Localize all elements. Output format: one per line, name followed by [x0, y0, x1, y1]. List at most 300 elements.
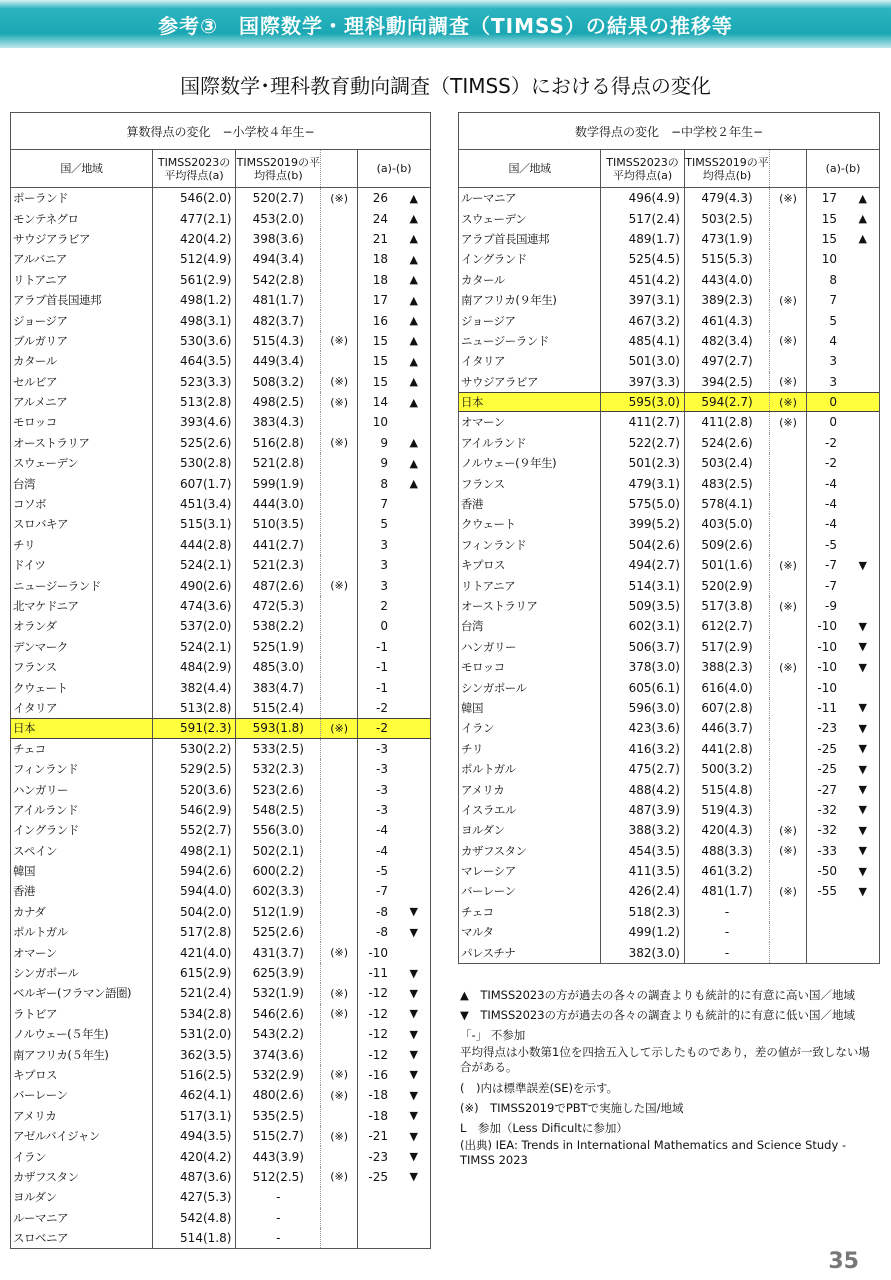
cell-name: オーストラリア — [459, 596, 601, 616]
cell-diff: -16 — [368, 1067, 388, 1082]
cell-a: 484(2.9) — [153, 657, 237, 677]
table-row — [11, 290, 430, 310]
table-row — [459, 718, 879, 738]
cell-diff: 3 — [829, 354, 837, 369]
cell-name: ルーマニア — [459, 188, 601, 208]
cell-diff: 9 — [380, 435, 388, 450]
cell-diff: 10 — [372, 415, 388, 430]
elementary-math-table — [10, 112, 431, 1249]
cell-a: 467(3.2) — [601, 310, 685, 330]
cell-name: チェコ — [459, 902, 601, 922]
cell-mark — [770, 677, 807, 697]
cell-b: 525(1.9) — [236, 637, 321, 657]
table-row — [11, 494, 430, 514]
cell-diff: -2 — [376, 700, 388, 715]
cell-a: 594(2.6) — [153, 861, 237, 881]
cell-mark: (※) — [321, 392, 358, 412]
table-header — [459, 150, 879, 188]
cell-diff: -8 — [376, 925, 388, 940]
up-triangle-icon: ▲ — [409, 456, 418, 470]
cell-a: 515(3.1) — [153, 514, 237, 534]
cell-b: 520(2.9) — [685, 575, 770, 595]
cell-name: キプロス — [11, 1065, 153, 1085]
cell-mark: (※) — [321, 188, 358, 208]
table-row — [459, 616, 879, 636]
cell-diff: 24 — [372, 211, 388, 226]
cell-diff: 2 — [380, 599, 388, 613]
cell-name: 香港 — [459, 494, 601, 514]
down-triangle-icon: ▼ — [858, 823, 867, 837]
cell-b: 500(3.2) — [685, 759, 770, 779]
cell-mark — [770, 637, 807, 657]
cell-a: 602(3.1) — [601, 616, 685, 636]
down-triangle-icon: ▼ — [409, 1027, 418, 1041]
cell-name: ポルトガル — [11, 922, 153, 942]
cell-b: 515(5.3) — [685, 249, 770, 269]
cell-diff: -25 — [817, 762, 837, 777]
table-row — [11, 1004, 430, 1024]
cell-name: オーストラリア — [11, 433, 153, 453]
cell-diff — [807, 922, 879, 942]
cell-mark — [770, 739, 807, 759]
header-2023: TIMSS2023の平均得点(a) — [153, 150, 237, 187]
cell-diff: -1 — [376, 639, 388, 654]
table-row — [459, 249, 879, 269]
cell-a: 615(2.9) — [153, 963, 237, 983]
cell-mark — [321, 555, 358, 575]
cell-mark — [770, 800, 807, 820]
cell-b: 485(3.0) — [236, 657, 321, 677]
cell-b: 512(1.9) — [236, 902, 321, 922]
down-triangle-icon: ▼ — [858, 783, 867, 797]
cell-a: 506(3.7) — [601, 637, 685, 657]
cell-mark — [321, 1146, 358, 1166]
cell-diff: 3 — [380, 558, 388, 573]
cell-mark: (※) — [770, 412, 807, 432]
cell-diff: 7 — [829, 293, 837, 308]
table-row — [11, 718, 430, 738]
cell-a: 496(4.9) — [601, 188, 685, 208]
up-triangle-icon: ▲ — [858, 232, 867, 246]
cell-b: 593(1.8) — [236, 719, 321, 737]
down-triangle-icon: ▼ — [858, 864, 867, 878]
down-triangle-icon: ▼ — [409, 1048, 418, 1062]
cell-a: 607(1.7) — [153, 473, 237, 493]
table-row — [459, 188, 879, 208]
cell-name: カナダ — [11, 902, 153, 922]
cell-mark — [770, 616, 807, 636]
cell-mark — [770, 942, 807, 962]
table-row — [11, 392, 430, 412]
cell-mark — [770, 861, 807, 881]
cell-mark — [770, 902, 807, 922]
table-row — [11, 270, 430, 290]
table-row — [11, 841, 430, 861]
cell-b: 548(2.5) — [236, 800, 321, 820]
cell-name: アイルランド — [459, 433, 601, 453]
cell-diff: 3 — [380, 578, 388, 593]
cell-a: 399(5.2) — [601, 514, 685, 534]
table-row — [11, 1146, 430, 1166]
up-triangle-icon: ▲ — [858, 191, 867, 205]
table-caption: 数学得点の変化 −中学校２年生− — [459, 113, 879, 150]
header-2019: TIMSS2019の平均得点(b) — [236, 150, 321, 187]
cell-b: 394(2.5) — [685, 372, 770, 392]
cell-b: 524(2.6) — [685, 433, 770, 453]
cell-b: 517(3.8) — [685, 596, 770, 616]
cell-b: 403(5.0) — [685, 514, 770, 534]
cell-a: 517(2.8) — [153, 922, 237, 942]
cell-name: 日本 — [11, 719, 153, 737]
cell-mark — [770, 514, 807, 534]
cell-b: 517(2.9) — [685, 637, 770, 657]
cell-name: カタール — [459, 270, 601, 290]
table-row — [11, 657, 430, 677]
table-row — [11, 351, 430, 371]
cell-name: イラン — [11, 1146, 153, 1166]
up-triangle-icon: ▲ — [409, 273, 418, 287]
cell-b: 441(2.8) — [685, 739, 770, 759]
cell-diff: -3 — [376, 762, 388, 777]
table-row — [459, 412, 879, 432]
cell-a: 378(3.0) — [601, 657, 685, 677]
cell-b: 503(2.4) — [685, 453, 770, 473]
cell-a: 427(5.3) — [153, 1187, 237, 1207]
cell-mark — [321, 902, 358, 922]
cell-b: 388(2.3) — [685, 657, 770, 677]
cell-a: 522(2.7) — [601, 433, 685, 453]
down-triangle-icon: ▼ — [409, 1170, 418, 1184]
cell-diff: 15 — [821, 211, 837, 226]
cell-a: 537(2.0) — [153, 616, 237, 636]
cell-b: 616(4.0) — [685, 677, 770, 697]
cell-b: - — [236, 1187, 321, 1207]
table-row — [459, 208, 879, 228]
cell-b: 532(2.9) — [236, 1065, 321, 1085]
cell-name: ドイツ — [11, 555, 153, 575]
cell-mark — [321, 800, 358, 820]
cell-b: 449(3.4) — [236, 351, 321, 371]
cell-name: モンテネグロ — [11, 208, 153, 228]
cell-name: 香港 — [11, 881, 153, 901]
cell-b: 520(2.7) — [236, 188, 321, 208]
cell-a: 594(4.0) — [153, 881, 237, 901]
table-row — [11, 616, 430, 636]
cell-diff: 17 — [821, 191, 837, 206]
cell-name: マレーシア — [459, 861, 601, 881]
cell-mark — [321, 1208, 358, 1228]
cell-diff: -12 — [368, 1006, 388, 1021]
cell-a: 494(3.5) — [153, 1126, 237, 1146]
cell-diff: 7 — [380, 497, 388, 512]
cell-diff: -2 — [825, 435, 837, 450]
cell-name: ヨルダン — [459, 820, 601, 840]
table-row — [11, 963, 430, 983]
cell-name: ベルギー(フラマン語圏) — [11, 983, 153, 1003]
cell-name: ブルガリア — [11, 331, 153, 351]
cell-diff: 17 — [372, 293, 388, 308]
cell-mark: (※) — [321, 331, 358, 351]
cell-name: フィンランド — [11, 759, 153, 779]
cell-a: 475(2.7) — [601, 759, 685, 779]
cell-a: 530(2.8) — [153, 453, 237, 473]
cell-diff: -32 — [817, 802, 837, 817]
cell-a: 382(3.0) — [601, 942, 685, 962]
cell-b: 612(2.7) — [685, 616, 770, 636]
table-row — [11, 942, 430, 962]
cell-a: 477(2.1) — [153, 208, 237, 228]
note-less-difficult: L 参加（Less Dificultに参加） — [460, 1121, 628, 1135]
cell-a: 479(3.1) — [601, 473, 685, 493]
cell-b: 498(2.5) — [236, 392, 321, 412]
cell-mark: (※) — [770, 657, 807, 677]
cell-b: - — [685, 942, 770, 962]
cell-name: バーレーン — [459, 881, 601, 901]
cell-b: 482(3.7) — [236, 310, 321, 330]
table-row — [11, 637, 430, 657]
cell-a: 451(3.4) — [153, 494, 237, 514]
cell-diff: 0 — [829, 415, 837, 430]
cell-b: 487(2.6) — [236, 575, 321, 595]
cell-name: ニュージーランド — [459, 331, 601, 351]
cell-name: ハンガリー — [459, 637, 601, 657]
cell-mark: (※) — [321, 1004, 358, 1024]
note-absent: 「-」 不参加 — [460, 1028, 526, 1042]
cell-mark — [321, 270, 358, 290]
cell-name: モロッコ — [11, 412, 153, 432]
cell-mark — [321, 1187, 358, 1207]
table-row — [459, 596, 879, 616]
cell-name: イスラエル — [459, 800, 601, 820]
cell-diff: -25 — [368, 1169, 388, 1184]
table-row — [459, 637, 879, 657]
table-row — [459, 290, 879, 310]
cell-a: 546(2.0) — [153, 188, 237, 208]
cell-diff: -10 — [368, 945, 388, 960]
cell-diff: -23 — [817, 721, 837, 736]
cell-mark: (※) — [321, 1065, 358, 1085]
cell-mark — [321, 861, 358, 881]
cell-a: 531(2.0) — [153, 1024, 237, 1044]
cell-b: 444(3.0) — [236, 494, 321, 514]
cell-a: 552(2.7) — [153, 820, 237, 840]
cell-mark — [321, 677, 358, 697]
note-rounding: 平均得点は小数第1位を四捨五入して示したものであり，差の値が一致しない場合がある。 — [460, 1045, 870, 1074]
cell-mark — [321, 698, 358, 718]
cell-a: 521(2.4) — [153, 983, 237, 1003]
cell-diff: -18 — [368, 1108, 388, 1123]
cell-b: 473(1.9) — [685, 229, 770, 249]
table-row — [11, 514, 430, 534]
cell-a: 487(3.6) — [153, 1167, 237, 1187]
table-row — [11, 1208, 430, 1228]
cell-mark: (※) — [770, 555, 807, 575]
header-mark — [321, 150, 358, 187]
cell-diff: 8 — [380, 476, 388, 491]
cell-name: ラトビア — [11, 1004, 153, 1024]
down-triangle-icon: ▼ — [409, 1088, 418, 1102]
table-row — [11, 922, 430, 942]
cell-b: 556(3.0) — [236, 820, 321, 840]
cell-b: 383(4.3) — [236, 412, 321, 432]
cell-a: 523(3.3) — [153, 372, 237, 392]
cell-b: 389(2.3) — [685, 290, 770, 310]
table-row — [11, 575, 430, 595]
table-row — [11, 535, 430, 555]
cell-mark — [321, 473, 358, 493]
cell-a: 462(4.1) — [153, 1085, 237, 1105]
cell-mark: (※) — [770, 331, 807, 351]
cell-name: 日本 — [459, 393, 601, 411]
cell-a: 420(4.2) — [153, 1146, 237, 1166]
cell-mark — [770, 494, 807, 514]
cell-mark — [321, 208, 358, 228]
cell-mark — [770, 310, 807, 330]
down-triangle-icon: ▼ — [409, 1129, 418, 1143]
header-diff: (a)-(b) — [825, 162, 861, 175]
cell-diff: -32 — [817, 823, 837, 838]
table-row — [11, 1106, 430, 1126]
cell-name: スロベニア — [11, 1228, 153, 1248]
cell-name: アルメニア — [11, 392, 153, 412]
cell-b: 510(3.5) — [236, 514, 321, 534]
cell-diff: -55 — [817, 884, 837, 899]
cell-name: スウェーデン — [11, 453, 153, 473]
table-row — [459, 453, 879, 473]
cell-diff: 16 — [372, 313, 388, 328]
cell-name: ポルトガル — [459, 759, 601, 779]
cell-name: イングランド — [459, 249, 601, 269]
cell-a: 524(2.1) — [153, 637, 237, 657]
cell-b: 494(3.4) — [236, 249, 321, 269]
cell-b: 481(1.7) — [236, 290, 321, 310]
cell-b: 502(2.1) — [236, 841, 321, 861]
legend-notes — [460, 985, 880, 1168]
cell-b: 512(2.5) — [236, 1167, 321, 1187]
cell-diff: -5 — [376, 864, 388, 879]
cell-diff: 3 — [380, 537, 388, 552]
cell-mark — [321, 820, 358, 840]
table-row — [459, 473, 879, 493]
cell-name: チェコ — [11, 739, 153, 759]
table-row — [459, 861, 879, 881]
cell-b: 420(4.3) — [685, 820, 770, 840]
cell-name: 台湾 — [11, 473, 153, 493]
note-se: ( )内は標準誤差(SE)を示す。 — [460, 1081, 619, 1095]
header-country: 国／地域 — [459, 150, 601, 187]
cell-mark — [770, 473, 807, 493]
cell-b: 479(4.3) — [685, 188, 770, 208]
up-triangle-icon: ▲ — [409, 232, 418, 246]
cell-b: 543(2.2) — [236, 1024, 321, 1044]
cell-mark — [321, 739, 358, 759]
cell-diff — [807, 942, 879, 962]
table-row — [11, 372, 430, 392]
cell-mark — [321, 494, 358, 514]
cell-a: 498(3.1) — [153, 310, 237, 330]
cell-a: 411(2.7) — [601, 412, 685, 432]
table-row — [11, 902, 430, 922]
table-row — [459, 331, 879, 351]
cell-diff: 9 — [380, 456, 388, 471]
table-caption: 算数得点の変化 −小学校４年生− — [11, 113, 430, 150]
cell-mark — [770, 453, 807, 473]
table-row — [459, 514, 879, 534]
cell-diff: 0 — [380, 619, 388, 634]
cell-b: 481(1.7) — [685, 881, 770, 901]
cell-mark — [321, 616, 358, 636]
table-row — [11, 208, 430, 228]
table-row — [11, 433, 430, 453]
cell-mark — [770, 759, 807, 779]
cell-mark: (※) — [321, 433, 358, 453]
cell-a: 421(4.0) — [153, 942, 237, 962]
cell-b: 398(3.6) — [236, 229, 321, 249]
cell-b: 446(3.7) — [685, 718, 770, 738]
cell-a: 514(3.1) — [601, 575, 685, 595]
header-country: 国／地域 — [11, 150, 153, 187]
cell-diff: -7 — [376, 884, 388, 899]
table-body — [459, 188, 879, 963]
cell-diff: -4 — [825, 497, 837, 512]
down-triangle-icon: ▼ — [858, 721, 867, 735]
cell-a: 525(2.6) — [153, 433, 237, 453]
up-triangle-icon: ▲ — [409, 375, 418, 389]
cell-b: 431(3.7) — [236, 942, 321, 962]
cell-b: 509(2.6) — [685, 535, 770, 555]
cell-mark — [321, 881, 358, 901]
cell-a: 517(3.1) — [153, 1106, 237, 1126]
cell-name: クウェート — [459, 514, 601, 534]
table-row — [11, 759, 430, 779]
cell-diff: -4 — [825, 517, 837, 532]
cell-diff: -33 — [817, 843, 837, 858]
up-triangle-icon: ▲ — [409, 436, 418, 450]
cell-name: スペイン — [11, 841, 153, 861]
down-triangle-icon: ▼ — [858, 558, 867, 572]
table-row — [11, 1167, 430, 1187]
cell-mark: (※) — [321, 942, 358, 962]
cell-name: シンガポール — [11, 963, 153, 983]
cell-b: 625(3.9) — [236, 963, 321, 983]
table-row — [459, 494, 879, 514]
cell-mark: (※) — [321, 372, 358, 392]
down-triangle-icon: ▼ — [409, 925, 418, 939]
up-triangle-icon: ▲ — [409, 293, 418, 307]
down-triangle-icon: ▼ — [858, 619, 867, 633]
cell-name: ノルウェー(９年生) — [459, 453, 601, 473]
cell-b: 497(2.7) — [685, 351, 770, 371]
cell-mark — [321, 637, 358, 657]
table-row — [11, 698, 430, 718]
cell-mark — [321, 351, 358, 371]
up-triangle-icon: ▲ — [409, 395, 418, 409]
cell-a: 498(2.1) — [153, 841, 237, 861]
cell-mark: (※) — [770, 596, 807, 616]
cell-mark — [770, 351, 807, 371]
table-row — [459, 310, 879, 330]
cell-b: 472(5.3) — [236, 596, 321, 616]
cell-name: アゼルバイジャン — [11, 1126, 153, 1146]
cell-mark — [321, 535, 358, 555]
cell-diff: -4 — [376, 843, 388, 858]
cell-diff: 21 — [372, 231, 388, 246]
cell-name: パレスチナ — [459, 942, 601, 962]
up-triangle-icon: ▲ — [409, 252, 418, 266]
table-row — [11, 800, 430, 820]
cell-diff: -2 — [376, 721, 388, 736]
table-row — [11, 1126, 430, 1146]
